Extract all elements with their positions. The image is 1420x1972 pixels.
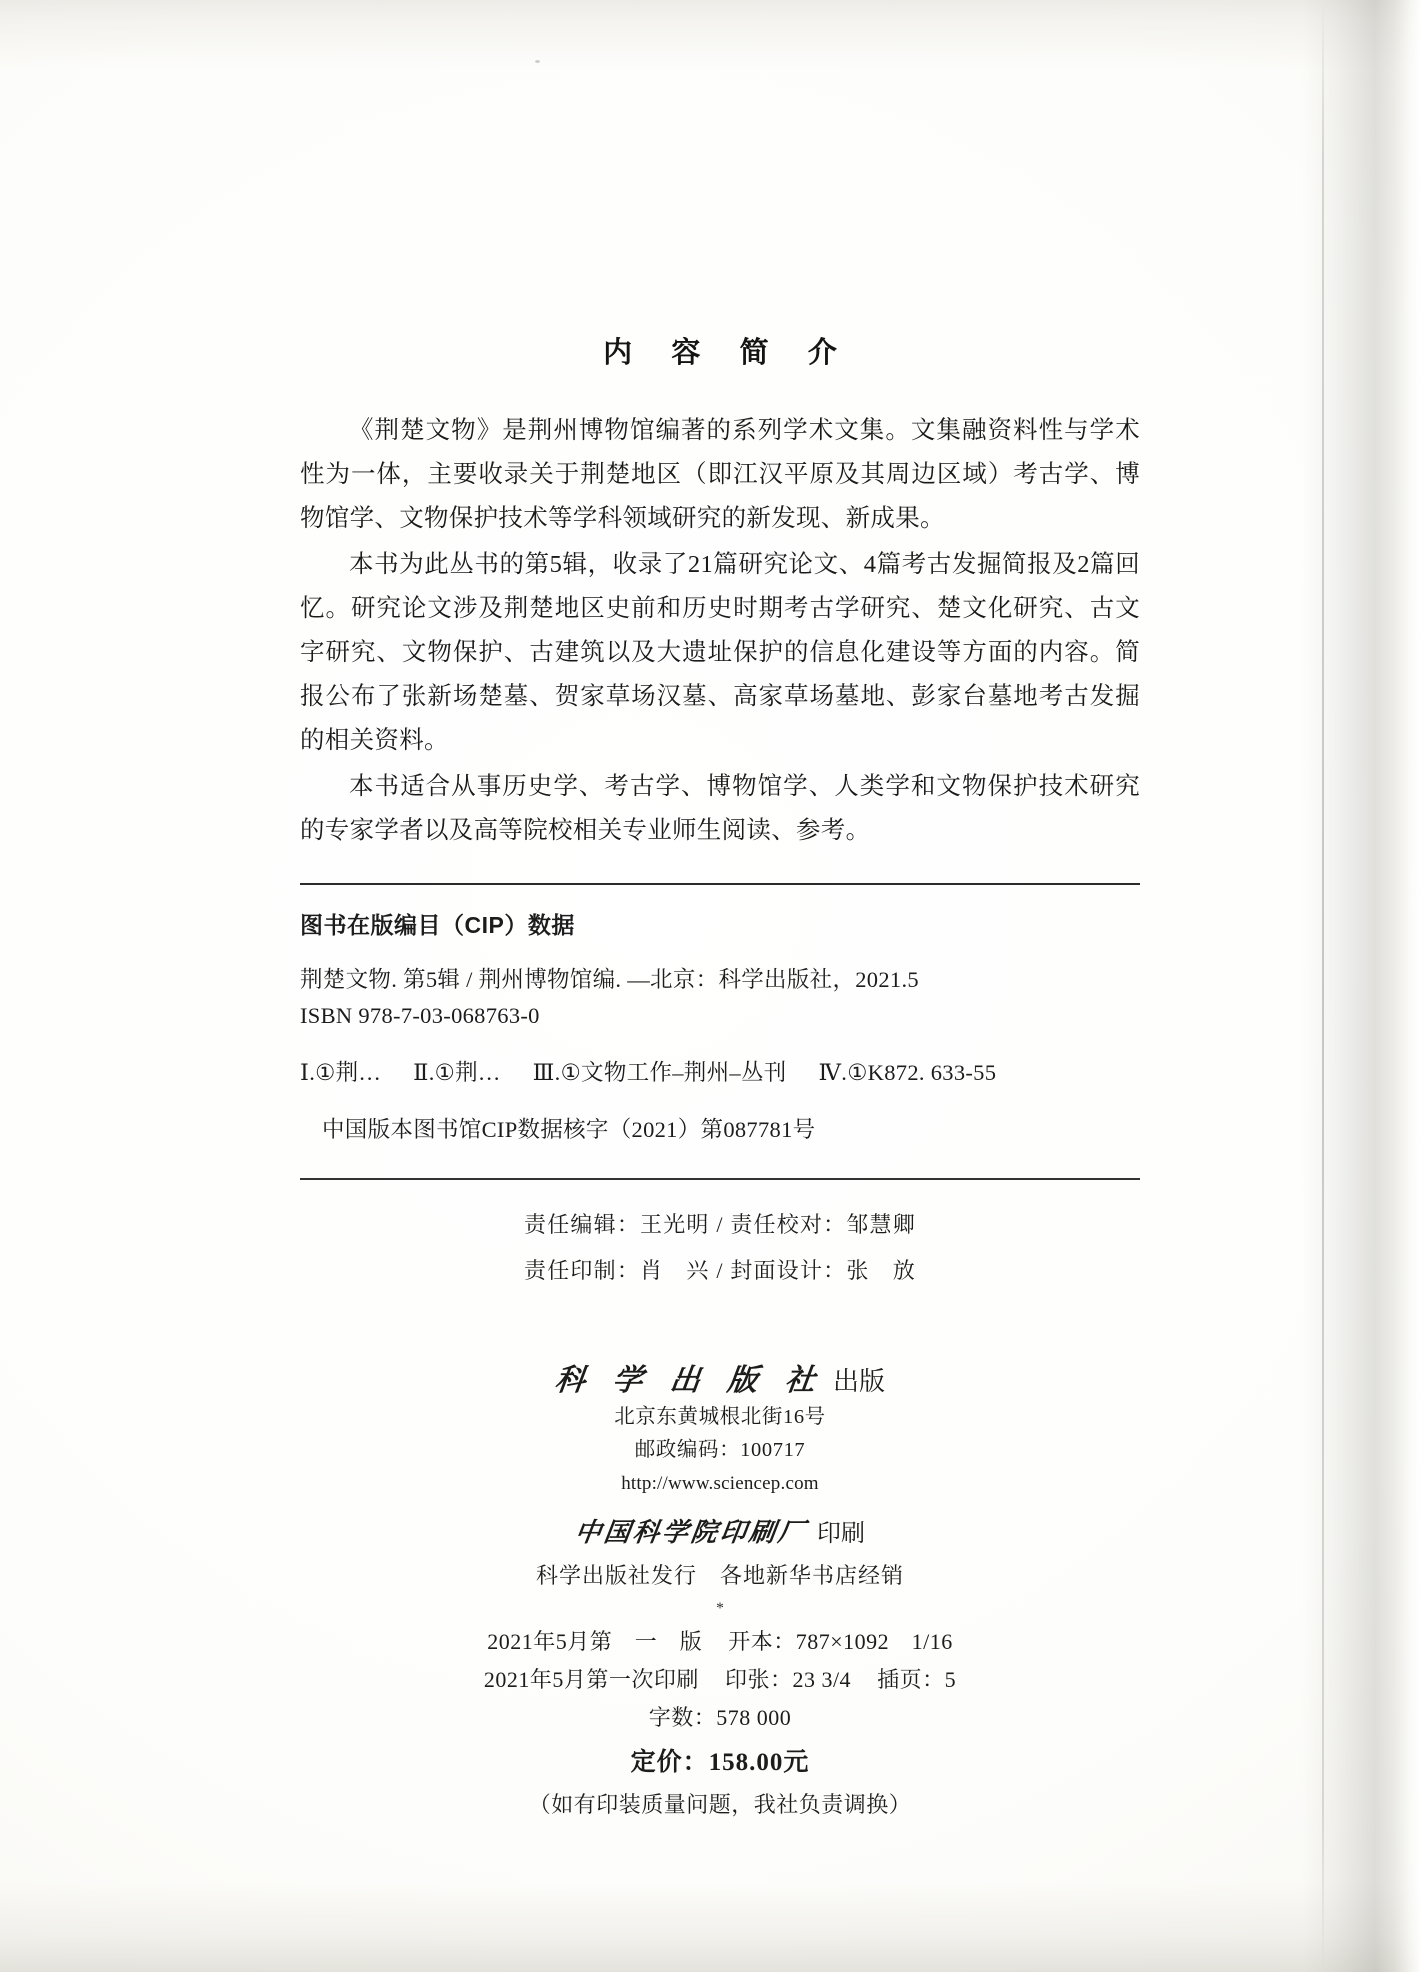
page-edge-fold-line [1322,0,1324,1972]
copyright-page-content [300,330,1140,1825]
publisher-postcode: 邮政编码：100717 [634,1438,806,1461]
summary-paragraph-2: 本书为此丛书的第5辑，收录了21篇研究论文、4篇考古发掘简报及2篇回忆。研究论文涉及荆楚地区史前和历史时期考古学研究、楚文化研究、古文字研究、文物保护、古建筑以及大遗址保护的信息化建设等方面的内容。简报公布了张新场楚墓、贺家草场汉墓、高家草场墓地、彭家台墓地考古发掘的相关资料。 [300,551,1140,754]
page-top-shading [0,0,1420,70]
publisher-website: http://www.sciencep.com [621,1472,819,1494]
staff-credits [300,1202,1140,1294]
word-count-line: 字数：578 000 [648,1704,792,1730]
page-bottom-shading [0,1882,1420,1972]
distribution-line: 科学出版社发行 各地新华书店经销 [535,1562,904,1588]
publisher-line [300,1362,1140,1401]
divider-below-cip [300,1178,1140,1180]
publisher-logotype: 科 学 出 版 社 [553,1363,828,1397]
cip-isbn: ISBN 978-7-03-068763-0 [300,1003,540,1028]
printing-left: 2021年5月第一次印刷 [483,1666,699,1692]
separator-asterisk: * [716,1599,724,1617]
publisher-address: 北京东黄城根北街16号 [614,1405,826,1428]
staff-production-row: 责任印制：肖 兴 / 封面设计：张 放 [524,1257,916,1283]
printer-logotype: 中国科学院印刷厂 [573,1517,810,1547]
publisher-suffix: 出版 [832,1366,885,1396]
cip-class-3: Ⅲ.①文物工作–荆州–丛刊 [532,1060,787,1085]
printing-sheets: 印张：23 3/4 [724,1666,852,1692]
cip-class-2: Ⅱ.①荆… [413,1060,501,1085]
edition-line [300,1623,1140,1661]
summary-paragraph-1: 《荆楚文物》是荆州博物馆编著的系列学术文集。文集融资料性与学术性为一体，主要收录关于荆楚地区（即江汉平原及其周边区域）考古学、博物馆学、文物保护技术等学科领域研究的新发现、新成果。 [300,417,1140,532]
imprint-block [300,1362,1140,1825]
page-right-edge-shadow [1302,0,1420,1972]
edition-left: 2021年5月第 一 版 [487,1628,703,1654]
scan-speck [535,60,540,63]
cip-heading: 图书在版编目（CIP）数据 [300,912,575,938]
cip-citation-line: 荆楚文物. 第5辑 / 荆州博物馆编. —北京：科学出版社，2021.5 [300,967,919,992]
price-line: 定价：158.00元 [630,1748,810,1776]
cip-class-1: Ⅰ.①荆… [300,1060,382,1085]
cip-class-4: Ⅳ.①K872. 633-55 [818,1060,997,1085]
edition-right: 开本：787×1092 1/16 [728,1628,953,1654]
divider-above-cip [300,883,1140,885]
printing-line [300,1661,1140,1699]
summary-paragraph-3: 本书适合从事历史学、考古学、博物馆学、人类学和文物保护技术研究的专家学者以及高等院校相关专业师生阅读、参考。 [300,773,1140,844]
printing-inserts: 插页：5 [877,1666,957,1692]
quality-note-line: （如有印装质量问题，我社负责调换） [528,1791,912,1817]
page-title: 内 容 简 介 [603,337,853,369]
cip-block [300,907,1140,1034]
staff-editor-row: 责任编辑：王光明 / 责任校对：邹慧卿 [524,1211,916,1237]
printer-suffix: 印刷 [817,1520,865,1547]
printer-line [300,1510,1140,1557]
cip-classification [300,1054,1140,1092]
cip-nuc-number: 中国版本图书馆CIP数据核字（2021）第087781号 [322,1117,816,1142]
